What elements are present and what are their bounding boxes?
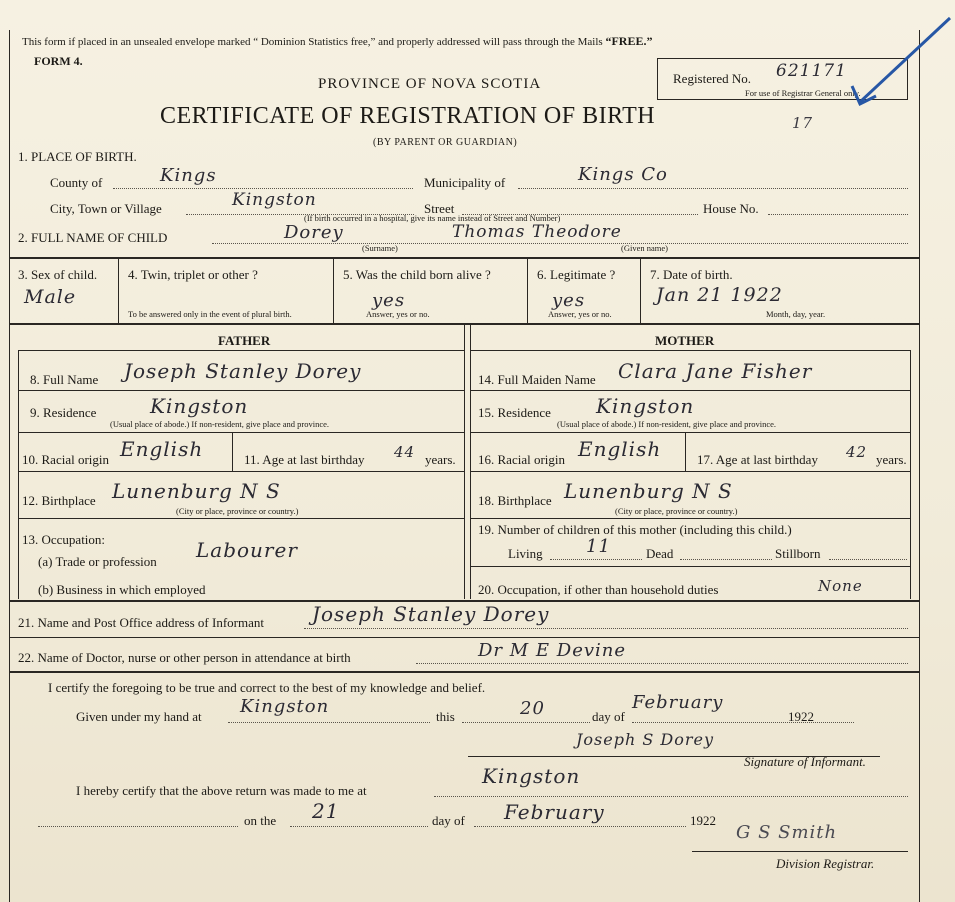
parent-center-divider-right	[470, 324, 471, 599]
child-name-line	[212, 243, 908, 244]
rule-above-row3	[10, 257, 919, 259]
father-row-rule-1	[18, 390, 464, 391]
date-note: Month, day, year.	[766, 309, 826, 319]
form-left-border	[9, 30, 10, 902]
father-birthplace-label: 12. Birthplace	[22, 493, 96, 508]
living-value: 11	[586, 536, 611, 557]
rule-above-certification	[10, 671, 919, 673]
mother-name-label: 14. Full Maiden Name	[478, 372, 596, 387]
row3-divider-4	[640, 258, 641, 323]
dead-line	[680, 559, 772, 560]
alive-value: yes	[372, 290, 406, 311]
registrar-signature-line	[692, 851, 908, 852]
stillborn-label: Stillborn	[775, 546, 821, 561]
parent-center-divider-left	[464, 324, 465, 599]
on-the-leading-line	[38, 826, 238, 827]
father-row-rule-3	[18, 471, 464, 472]
municipality-label: Municipality of	[424, 175, 506, 190]
informant-signature: Joseph S Dorey	[576, 730, 715, 749]
father-left-border	[18, 350, 19, 599]
given-month-value: February	[632, 692, 724, 713]
this-label: this	[436, 709, 455, 724]
informant-signature-label: Signature of Informant.	[744, 754, 866, 769]
sex-label: 3. Sex of child.	[18, 267, 98, 282]
father-age-unit: years.	[425, 452, 456, 467]
dead-label: Dead	[646, 546, 674, 561]
surname-caption: (Surname)	[362, 243, 398, 253]
return-month-value: February	[504, 800, 605, 824]
father-birthplace-value: Lunenburg N S	[112, 479, 281, 503]
father-age-value: 44	[394, 443, 416, 461]
mother-birthplace-value: Lunenburg N S	[564, 479, 733, 503]
informant-line	[304, 628, 908, 629]
father-age-label: 11. Age at last birthday	[244, 452, 365, 467]
blue-check-mark	[830, 14, 955, 114]
registered-number: 621171	[776, 61, 847, 81]
mother-age-value: 42	[846, 443, 868, 461]
alive-note: Answer, yes or no.	[366, 309, 430, 319]
registered-label: Registered No.	[673, 71, 751, 86]
father-racial-value: English	[120, 437, 204, 461]
given-day-value: 20	[520, 698, 545, 719]
certify-statement: I certify the foregoing to be true and correct to the best of my knowledge and belief.	[48, 680, 486, 695]
given-place-line	[228, 722, 430, 723]
mother-age-label: 17. Age at last birthday	[697, 452, 818, 467]
mother-occupation-value: None	[818, 577, 863, 595]
mother-residence-value: Kingston	[596, 394, 695, 418]
mother-children-label: 19. Number of children of this mother (including this child.)	[478, 522, 792, 537]
page-subtitle: (BY PARENT OR GUARDIAN)	[373, 137, 518, 148]
stillborn-line	[829, 559, 907, 560]
mailing-notice: This form if placed in an unsealed envelope marked “ Dominion Statistics free,” and properly addressed will pass through the Mails “FREE.”	[22, 34, 653, 48]
mother-row-rule-1	[470, 390, 910, 391]
return-day-value: 21	[312, 799, 340, 823]
return-place-line	[434, 796, 908, 797]
return-day-of-label: day of	[432, 813, 465, 828]
legitimate-label: 6. Legitimate ?	[537, 267, 616, 282]
mother-residence-note: (Usual place of abode.) If non-resident, give place and province.	[557, 419, 777, 429]
mother-header-rule	[470, 350, 910, 351]
mother-name-value: Clara Jane Fisher	[618, 359, 813, 383]
father-residence-value: Kingston	[150, 394, 249, 418]
house-label: House No.	[703, 201, 759, 216]
mother-residence-label: 15. Residence	[478, 405, 551, 420]
doctor-line	[416, 663, 908, 664]
county-line	[113, 188, 413, 189]
mother-racial-value: English	[578, 437, 662, 461]
registrar-signature-label: Division Registrar.	[776, 856, 875, 871]
return-place-value: Kingston	[482, 764, 581, 788]
row3-divider-3	[527, 258, 528, 323]
municipality-line	[518, 188, 908, 189]
father-age-divider	[232, 433, 233, 471]
return-day-line	[290, 826, 428, 827]
date-of-birth-value: Jan 21 1922	[656, 284, 783, 306]
father-trade-value: Labourer	[196, 538, 298, 562]
return-year: 1922	[690, 813, 716, 828]
given-under-label: Given under my hand at	[76, 709, 202, 724]
father-row-rule-2	[18, 432, 464, 433]
father-name-value: Joseph Stanley Dorey	[124, 359, 362, 383]
day-of-label: day of	[592, 709, 625, 724]
mother-row-rule-3	[470, 471, 910, 472]
twin-label: 4. Twin, triplet or other ?	[128, 267, 258, 282]
child-given-name: Thomas Theodore	[452, 222, 622, 242]
house-line	[768, 214, 908, 215]
sex-value: Male	[24, 286, 77, 308]
father-trade-label: (a) Trade or profession	[38, 554, 157, 569]
city-label: City, Town or Village	[50, 201, 162, 216]
mother-heading: MOTHER	[655, 333, 715, 348]
province-heading: PROVINCE OF NOVA SCOTIA	[318, 76, 542, 92]
informant-value: Joseph Stanley Dorey	[312, 602, 550, 626]
mother-right-border	[910, 350, 911, 599]
county-value: Kings	[160, 165, 217, 186]
return-statement: I hereby certify that the above return was made to me at	[76, 783, 367, 798]
mother-row-rule-2	[470, 432, 910, 433]
given-year: 1922	[788, 709, 814, 724]
on-the-label: on the	[244, 813, 277, 828]
rule-between-21-22	[10, 637, 919, 638]
row3-divider-2	[333, 258, 334, 323]
form-right-border	[919, 30, 920, 902]
child-surname: Dorey	[284, 222, 344, 243]
alive-label: 5. Was the child born alive ?	[343, 267, 491, 282]
place-of-birth-heading: 1. PLACE OF BIRTH.	[18, 149, 137, 164]
stamp-number: 17	[792, 114, 814, 132]
mother-row-rule-4	[470, 518, 910, 519]
child-name-label: 2. FULL NAME OF CHILD	[18, 230, 168, 245]
registrar-signature: G S Smith	[736, 822, 838, 843]
mother-row-rule-5	[470, 566, 910, 567]
doctor-label: 22. Name of Doctor, nurse or other person in attendance at birth	[18, 650, 351, 665]
living-label: Living	[508, 546, 543, 561]
twin-note: To be answered only in the event of plural birth.	[128, 309, 292, 319]
date-label: 7. Date of birth.	[650, 267, 733, 282]
legitimate-note: Answer, yes or no.	[548, 309, 612, 319]
mother-occupation-label: 20. Occupation, if other than household duties	[478, 582, 719, 597]
living-line	[550, 559, 642, 560]
municipality-value: Kings Co	[578, 164, 668, 185]
father-row-rule-4	[18, 518, 464, 519]
row3-divider-1	[118, 258, 119, 323]
father-racial-label: 10. Racial origin	[22, 452, 110, 467]
doctor-value: Dr M E Devine	[478, 640, 627, 661]
father-header-rule	[18, 350, 464, 351]
return-month-line	[474, 826, 686, 827]
form-number: FORM 4.	[34, 54, 83, 68]
mother-racial-label: 16. Racial origin	[478, 452, 566, 467]
legitimate-value: yes	[552, 290, 586, 311]
registrar-note: For use of Registrar General only.	[745, 88, 861, 98]
county-label: County of	[50, 175, 103, 190]
given-day-line	[462, 722, 590, 723]
father-residence-label: 9. Residence	[30, 405, 97, 420]
page-title: CERTIFICATE OF REGISTRATION OF BIRTH	[160, 103, 656, 129]
mother-birthplace-label: 18. Birthplace	[478, 493, 552, 508]
father-birthplace-note: (City or place, province or country.)	[176, 506, 299, 516]
given-month-line	[632, 722, 854, 723]
mother-age-divider	[685, 433, 686, 471]
mother-age-unit: years.	[876, 452, 907, 467]
mother-birthplace-note: (City or place, province or country.)	[615, 506, 738, 516]
father-name-label: 8. Full Name	[30, 372, 99, 387]
father-occupation-label: 13. Occupation:	[22, 532, 106, 547]
father-residence-note: (Usual place of abode.) If non-resident, give place and province.	[110, 419, 330, 429]
city-value: Kingston	[232, 190, 317, 210]
father-business-label: (b) Business in which employed	[38, 582, 206, 597]
informant-label: 21. Name and Post Office address of Informant	[18, 615, 264, 630]
father-heading: FATHER	[218, 333, 271, 348]
given-name-caption: (Given name)	[621, 243, 668, 253]
street-label: Street	[424, 201, 455, 216]
hospital-note: (If birth occurred in a hospital, give its name instead of Street and Number)	[304, 213, 561, 223]
given-place-value: Kingston	[240, 696, 330, 717]
